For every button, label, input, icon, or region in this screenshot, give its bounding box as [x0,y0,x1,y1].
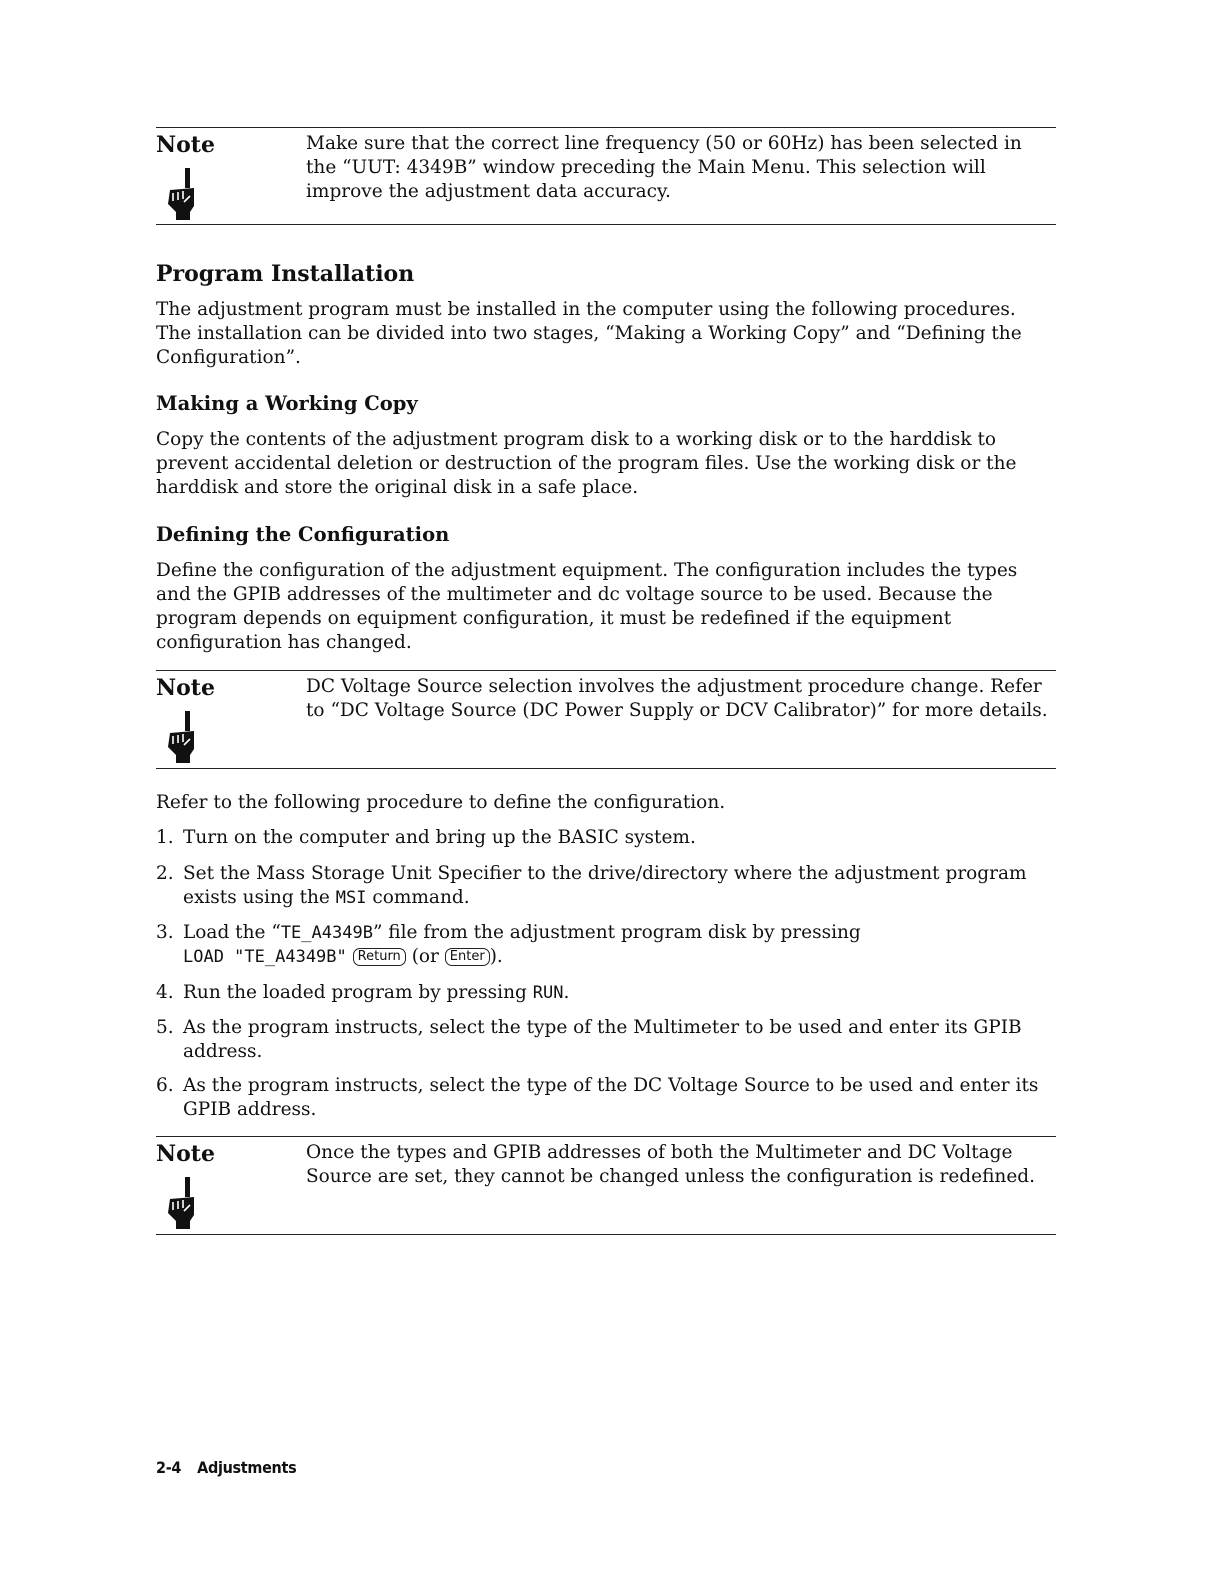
return-key: Return [353,948,406,966]
step-text: Run the loaded program by pressing RUN. [183,982,570,1003]
run-key-code: RUN [532,983,564,1003]
note-label: Note [156,132,215,158]
pointing-hand-icon [164,711,200,763]
pointing-hand-icon [164,1177,200,1229]
step-number: 3. [156,922,174,943]
note-text: Make sure that the correct line frequency (50 or 60Hz) has been selected in the “UUT: 4349B” window preceding the Main Menu. This selection will improve the adjustment data accuracy. [306,133,1022,202]
note-box-configuration-locked [156,1136,1056,1235]
step-text: Set the Mass Storage Unit Specifier to the drive/directory where the adjustment program exists using the MSI command. [183,863,1027,908]
step-number: 2. [156,863,174,884]
note-box-line-frequency [156,127,1056,225]
file-name-code: TE_A4349B [280,923,373,943]
section-name: Adjustments [197,1458,297,1477]
step-text: As the program instructs, select the type of the Multimeter to be used and enter its GPIB address. [183,1017,1022,1062]
pointing-hand-icon [164,168,200,220]
working-copy-heading: Making a Working Copy [156,392,418,415]
note-text: DC Voltage Source selection involves the adjustment procedure change. Refer to “DC Voltage Source (DC Power Supply or DCV Calibrator)” for more details. [306,676,1048,721]
step-number: 4. [156,982,174,1003]
step-number: 6. [156,1075,174,1096]
page-footer [156,1458,296,1477]
program-installation-intro: The adjustment program must be installed in the computer using the following procedures. The installation can be divided into two stages, “Making a Working Copy” and “Defining the Configuration”. [156,299,1022,368]
step-text: As the program instructs, select the type of the DC Voltage Source to be used and enter its GPIB address. [183,1075,1039,1120]
page-number: 2-4 [156,1458,182,1477]
program-installation-heading: Program Installation [156,261,415,287]
enter-key: Enter [445,948,490,966]
step-number: 1. [156,827,174,848]
note-label: Note [156,1141,215,1167]
working-copy-body: Copy the contents of the adjustment program disk to a working disk or to the harddisk to prevent accidental deletion or destruction of the program files. Use the working disk or the harddisk and store the original disk in a safe place. [156,429,1017,498]
note-box-dc-voltage-source [156,670,1056,769]
configuration-heading: Defining the Configuration [156,523,450,546]
step-text: Load the “TE_A4349B” file from the adjustment program disk by pressing LOAD "TE_A4349B" Return (or Enter ). [183,922,861,967]
msi-command-code: MSI [335,888,367,908]
note-text: Once the types and GPIB addresses of both the Multimeter and DC Voltage Source are set, they cannot be changed unless the configuration is redefined. [306,1142,1036,1187]
configuration-body: Define the configuration of the adjustment equipment. The configuration includes the types and the GPIB addresses of the multimeter and dc voltage source to be used. Because the program depends on equipment configuration, it must be redefined if the equipment configuration has changed. [156,560,1018,653]
load-command-code: LOAD "TE_A4349B" [183,947,347,967]
procedure-intro: Refer to the following procedure to define the configuration. [156,792,726,813]
step-text: Turn on the computer and bring up the BASIC system. [183,827,696,848]
step-number: 5. [156,1017,174,1038]
note-label: Note [156,675,215,701]
